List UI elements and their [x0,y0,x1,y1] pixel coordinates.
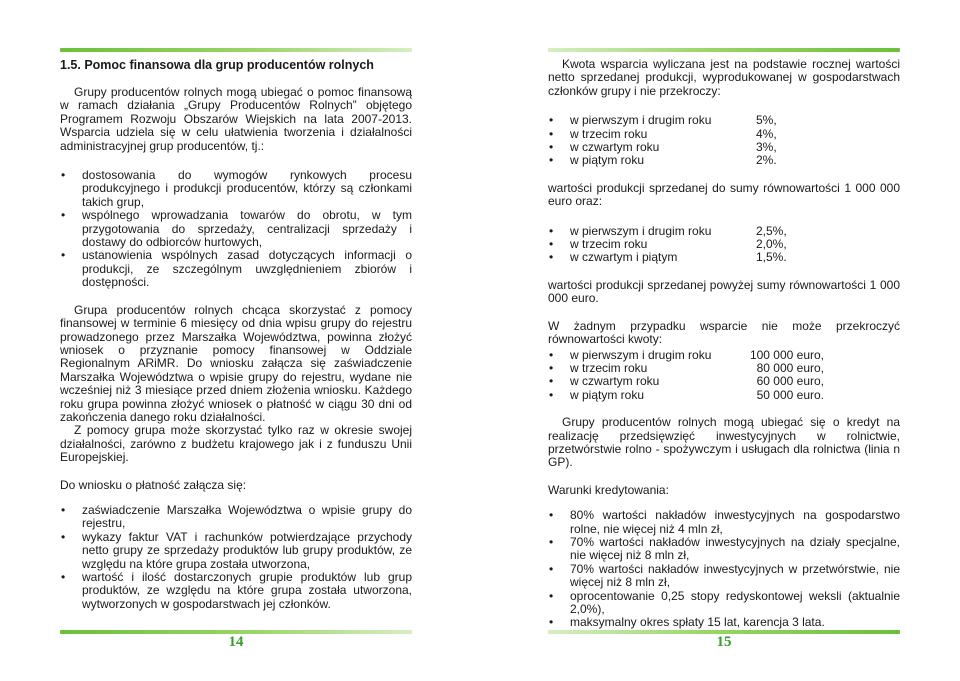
list-item: • w pierwszym i drugim roku 100 000 euro, [548,349,900,362]
list-item: • 70% wartości nakładów inwestycyjnych w przetwórstwie, nie więcej niż 8 mln zł, [548,563,900,590]
sources-paragraph: Z pomocy grupa może skorzystać tylko raz w okresie swojej działalności, zarówno z budżetu krajowego jak i z funduszu Unii Europejskiej. [60,423,412,465]
list-item: • w pierwszym i drugim roku 2,5%, [548,225,900,238]
left-top-rule [60,48,412,52]
list-item: • w pierwszym i drugim roku 5%, [548,114,900,127]
credit-paragraph: Grupy producentów rolnych mogą ubiegać się o kredyt na realizację przedsięwzięć inwestycyjnych w rolnictwie, przetwórstwie rolno - spożywczym i usługach dla rolnictwa (linia n GP). [548,415,900,470]
list-item: • w piątym roku 50 000 euro. [548,389,900,402]
page-number-left: 14 [228,634,244,650]
list-item: • zaświadczenie Marszałka Województwa o wpisie grupy do rejestru, [60,504,412,531]
right-top-rule [548,48,900,52]
attachments-list [60,504,412,611]
section-heading: 1.5. Pomoc finansowa dla grup producentów rolnych [60,58,374,72]
list-item: • wspólnego wprowadzania towarów do obrotu, w tym przygotowania do sprzedaży, centralizacji sprzedaży i dostawy do odbiorców hurtowych, [60,209,412,249]
list-item: • w trzecim roku 80 000 euro, [548,362,900,375]
right-page [548,58,900,630]
list-item: • w trzecim roku 4%, [548,128,900,141]
list-item: • w piątym roku 2%. [548,154,900,167]
list-item: • wartość i ilość dostarczonych grupie produktów lub grup produktów, ze względu na które grupa została utworzona, wytworzonych w gospodarstwach jej członków. [60,571,412,611]
rates-list-b [548,225,900,265]
list-item: • w trzecim roku 2,0%, [548,238,900,251]
application-paragraph: Grupa producentów rolnych chcąca skorzystać z pomocy finansowej w terminie 6 miesięcy od dnia wpisu grupy do rejestru prowadzonego przez Marszałka Województwa, powinna złożyć wniosek o przyznanie pomocy finansowej w Oddziale Regionalnym ARiMR. Do wniosku załącza się zaświadczenie Marszałka Województwa o wpisie grupy do rejestru, wydane nie wcześniej niż 3 miesiące przed dniem złożenia wniosku. Każdego roku grupa powinna złożyć wniosek o płatność w ciągu 30 dni od zakończenia danego roku działalności. [60,302,412,424]
intro-paragraph: Grupy producentów rolnych mogą ubiegać o pomoc finansową w ramach działania „Grupy Producentów Rolnych” objętego Programem Rozwoju Obszarów Wiejskich na lata 2007-2013. Wsparcia udziela się w celu ułatwienia tworzenia i działalności administracyjnej grup producentów, tj.: [60,85,412,153]
list-item: • maksymalny okres spłaty 15 lat, karencja 3 lata. [548,616,900,629]
left-page [60,58,412,611]
list-item: • 80% wartości nakładów inwestycyjnych na gospodarstwo rolne, nie więcej niż 4 mln zł, [548,509,900,536]
list-item: • w czwartym roku 60 000 euro, [548,375,900,388]
support-intro: Kwota wsparcia wyliczana jest na podstawie rocznej wartości netto sprzedanej produkcji, wyprodukowanej w gospodarstwach członków grupy i nie przekroczy: [548,57,900,98]
page-number-right: 15 [716,634,732,650]
credit-terms-intro: Warunki kredytowania: [548,482,669,497]
list-item: • wykazy faktur VAT i rachunków potwierdzające przychody netto grupy ze sprzedaży produktów lub grupy produktów, ze względu na które grupa została utworzona, [60,531,412,571]
threshold-b-paragraph: wartości produkcji sprzedanej powyżej sumy równowartości 1 000 000 euro. [548,277,900,306]
attachments-intro: Do wniosku o płatność załącza się: [60,477,247,492]
list-item: • ustanowienia wspólnych zasad dotyczących informacji o produkcji, ze szczególnym uwzględnieniem zbiorów i dostępności. [60,249,412,289]
list-item: • dostosowania do wymogów rynkowych procesu produkcyjnego i produkcji producentów, którzy są członkami takich grup, [60,169,412,209]
list-item: • oprocentowanie 0,25 stopy redyskontowej weksli (aktualnie 2,0%), [548,590,900,617]
list-item: • 70% wartości nakładów inwestycyjnych na działy specjalne, nie więcej niż 8 mln zł, [548,536,900,563]
caps-list [548,349,900,403]
threshold-a-paragraph: wartości produkcji sprzedanej do sumy równowartości 1 000 000 euro oraz: [548,180,900,209]
cap-intro: W żadnym przypadku wsparcie nie może przekroczyć równowartości kwoty: [548,318,900,347]
purpose-list [60,169,412,290]
list-item: • w czwartym i piątym 1,5%. [548,251,900,264]
credit-terms-list [548,509,900,630]
list-item: • w czwartym roku 3%, [548,141,900,154]
rates-list-a [548,114,900,168]
